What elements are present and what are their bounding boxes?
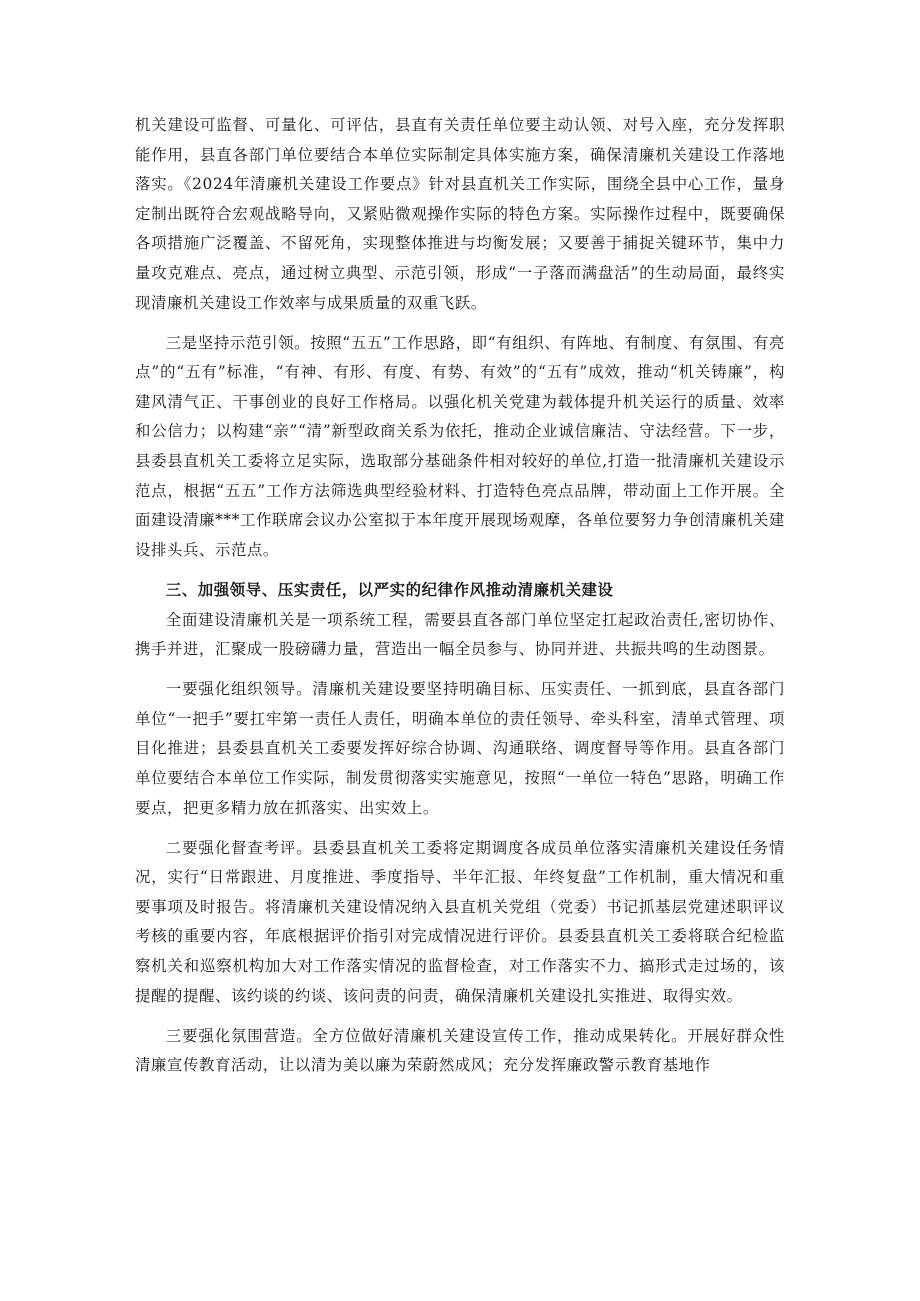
paragraph-supervision: 二要强化督查考评。县委县直机关工委将定期调度各成员单位落实清廉机关建设任务情况，实行“日常跟进、月度推进、季度指导、半年汇报、年终复盘”工作机制，重大情况和重要事项及时报告。将清廉机关建设情况纳入县直机关党组（党委）书记抓基层党建述职评议考核的重要内容，年底根据评价指引对完成情况进行评价。县委县直机关工委将联合纪检监察机关和巡察机构加大对工作落实情况的监督检查，对工作落实不力、搞形式走过场的，该提醒的提醒、该约谈的约谈、该问责的问责，确保清廉机关建设扎实推进、取得实效。 xyxy=(135,838,785,1005)
section-heading-3: 三、加强领导、压实责任，以严实的纪律作风推动清廉机关建设 xyxy=(165,580,614,599)
paragraph-continuation: 机关建设可监督、可量化、可评估，县直有关责任单位要主动认领、对号入座，充分发挥职能作用，县直各部门单位要结合本单位实际制定具体实施方案，确保清廉机关建设工作落地落实。《2024年清廉机关建设工作要点》针对县直机关工作实际，围绕全县中心工作，量身定制出既符合宏观战略导向，又紧贴微观操作实际的特色方案。实际操作过程中，既要确保各项措施广泛覆盖、不留死角，实现整体推进与均衡发展；又要善于捕捉关键环节，集中力量攻克难点、亮点，通过树立典型、示范引领，形成“一子落而满盘活”的生动局面，最终实现清廉机关建设工作效率与成果质量的双重飞跃。 xyxy=(135,116,785,312)
paragraph-demonstration: 三是坚持示范引领。按照“五五”工作思路，即“有组织、有阵地、有制度、有氛围、有亮点”的“五有”标准，“有神、有形、有度、有势、有效”的“五有”成效，推动“机关铸廉”，构建风清气正、干事创业的良好工作格局。以强化机关党建为载体提升机关运行的质量、效率和公信力；以构建“亲”“清”新型政商关系为依托，推动企业诚信廉洁、守法经营。下一步，县委县直机关工委将立足实际，选取部分基础条件相对较好的单位,打造一批清廉机关建设示范点，根据“五五”工作方法筛选典型经验材料、打造特色亮点品牌，带动面上工作开展。全面建设清廉***工作联席会议办公室拟于本年度开展现场观摩，各单位要努力争创清廉机关建设排头兵、示范点。 xyxy=(135,333,785,559)
paragraph-section-intro: 全面建设清廉机关是一项系统工程，需要县直各部门单位坚定扛起政治责任,密切协作、携手并进，汇聚成一股磅礴力量，营造出一幅全员参与、协同并进、共振共鸣的生动图景。 xyxy=(135,610,785,659)
document-page xyxy=(135,111,785,1081)
paragraph-organization: 一要强化组织领导。清廉机关建设要坚持明确目标、压实责任、一抓到底，县直各部门单位“一把手”要扛牢第一责任人责任，明确本单位的责任领导、牵头科室，清单式管理、项目化推进；县委县直机关工委要发挥好综合协调、沟通联络、调度督导等作用。县直各部门单位要结合本单位工作实际，制发贯彻落实实施意见，按照“一单位一特色”思路，明确工作要点，把更多精力放在抓落实、出实效上。 xyxy=(135,680,785,817)
paragraph-atmosphere: 三要强化氛围营造。全方位做好清廉机关建设宣传工作，推动成果转化。开展好群众性清廉宣传教育活动，让以清为美以廉为荣蔚然成风；充分发挥廉政警示教育基地作 xyxy=(135,1026,785,1075)
